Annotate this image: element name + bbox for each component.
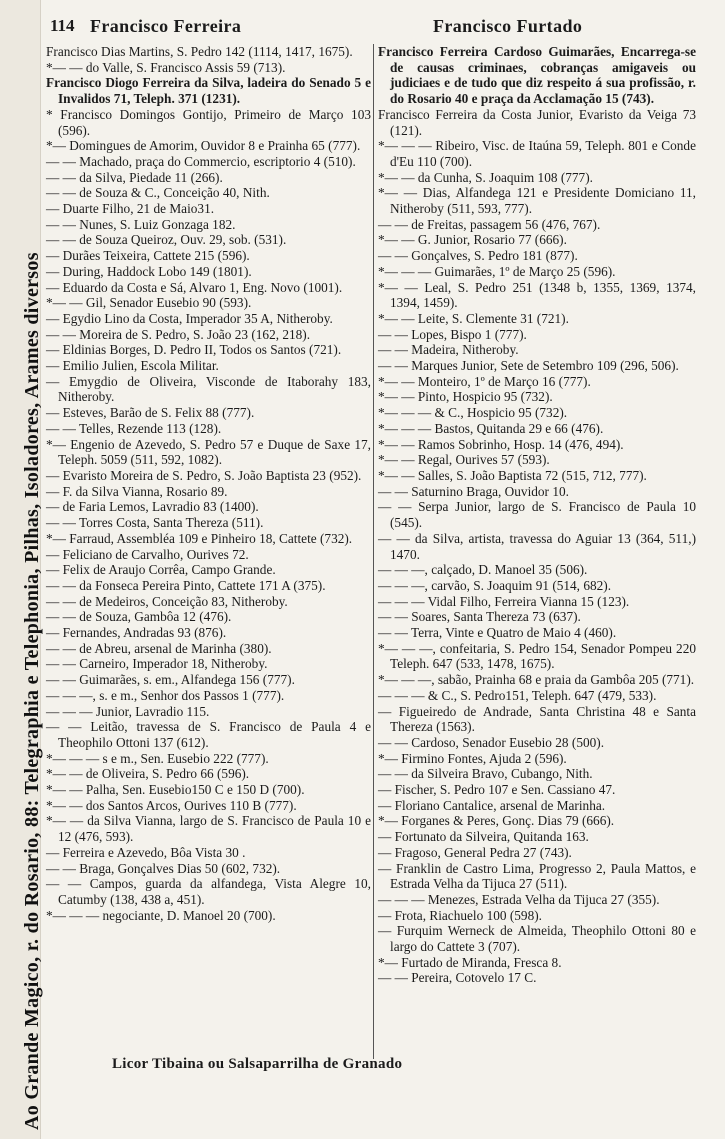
directory-entry: — — de Souza, Gambôa 12 (476). [46,609,232,625]
directory-entry: *— Farraud, Assembléa 109 e Pinheiro 18, Cattete (732). [46,530,353,546]
directory-entry: — — Marques Junior, Sete de Setembro 109 (296, 506). [378,358,679,374]
directory-entry: — — de Abreu, arsenal de Marinha (380). [46,640,272,656]
directory-entry: — — Carneiro, Imperador 18, Nitheroby. [46,656,268,672]
directory-entry: — — — Menezes, Estrada Velha da Tijuca 27 (355). [378,891,660,907]
directory-entry: — Eldinias Borges, D. Pedro II, Todos os Santos (721). [46,342,342,358]
directory-entry: *— — Ramos Sobrinho, Hosp. 14 (476, 494). [378,436,624,452]
directory-entry: — Emygdio de Oliveira, Visconde de Itaborahy 183, Nitheroby. [46,373,371,405]
directory-entry: *— — Salles, S. João Baptista 72 (515, 712, 777). [378,467,647,483]
directory-entry: *— — —, confeitaria, S. Pedro 154, Senador Pompeu 220 Teleph. 647 (533, 1478, 1675). [378,640,696,672]
directory-entry: *— — — & C., Hospicio 95 (732). [378,405,568,421]
directory-entry: — — Cardoso, Senador Eusebio 28 (500). [378,734,605,750]
directory-entry: — — — & C., S. Pedro151, Teleph. 647 (479, 533). [378,687,657,703]
directory-entry: — Furquim Werneck de Almeida, Theophilo Ottoni 80 e largo do Cattete 3 (707). [378,923,696,955]
directory-entry: — — Gonçalves, S. Pedro 181 (877). [378,248,578,264]
directory-entry: — — Serpa Junior, largo de S. Francisco de Paula 10 (545). [378,499,696,531]
directory-entry: *— — — Ribeiro, Visc. de Itaúna 59, Teleph. 801 e Conde d'Eu 110 (700). [378,138,696,169]
directory-entry: — — Lopes, Bispo 1 (777). [378,326,527,342]
right-column [378,44,696,986]
left-column [46,44,371,923]
directory-entry: — Fortunato da Silveira, Quitanda 163. [378,829,589,845]
running-head-left: Francisco Ferreira [90,16,242,36]
page-number: 114 [50,16,75,35]
directory-entry: — Fischer, S. Pedro 107 e Sen. Cassiano 47. [378,782,616,798]
page-header [50,14,715,40]
directory-entry: — During, Haddock Lobo 149 (1801). [46,263,252,279]
directory-entry: — Fernandes, Andradas 93 (876). [46,625,227,641]
directory-entry: — — Leitão, travessa de S. Francisco de Paula 4 e Theophilo Ottoni 137 (612). [46,719,371,750]
running-head-right: Francisco Furtado [433,16,583,36]
directory-entry: *— — Regal, Ourives 57 (593). [378,452,550,468]
directory-entry: *— — — negociante, D. Manoel 20 (700). [46,907,276,923]
directory-entry: — — — Vidal Filho, Ferreira Vianna 15 (123). [378,593,630,609]
directory-entry: *— Domingues de Amorim, Ouvidor 8 e Prainha 65 (777). [46,138,361,154]
directory-entry: *— — — s e m., Sen. Eusebio 222 (777). [46,750,269,766]
directory-entry: *— — Leite, S. Clemente 31 (721). [378,310,569,326]
directory-entry: — — da Silva, Piedade 11 (266). [46,169,223,185]
directory-entry: — — Campos, guarda da alfandega, Vista Alegre 10, Catumby (138, 438 a, 451). [46,876,371,907]
footer-advert-text: Licor Tibaina ou Salsaparrilha de Granado [112,1056,403,1072]
directory-entry: — Evaristo Moreira de S. Pedro, S. João Baptista 23 (952). [46,467,362,483]
directory-entry: Francisco Ferreira da Costa Junior, Evaristo da Veiga 73 (121). [378,106,696,138]
directory-entry: — — Telles, Rezende 113 (128). [46,420,222,436]
directory-entry: — — Terra, Vinte e Quatro de Maio 4 (460). [378,625,617,641]
directory-entry: — — Guimarães, s. em., Alfandega 156 (777). [46,672,295,688]
directory-entry: — Fragoso, General Pedra 27 (743). [378,844,572,860]
directory-entry: — — Pereira, Cotovelo 17 C. [378,970,537,986]
directory-entry: — — Torres Costa, Santa Thereza (511). [46,515,264,531]
directory-entry: *— — dos Santos Arcos, Ourives 110 B (777). [46,797,297,813]
directory-entry: — — da Silva, artista, travessa do Aguiar 13 (364, 511,) 1470. [378,530,696,562]
directory-entry: *— — Gil, Senador Eusebio 90 (593). [46,295,252,311]
directory-entry: — Frota, Riachuelo 100 (598). [378,907,542,923]
directory-entry: * Francisco Domingos Gontijo, Primeiro de Março 103 (596). [46,106,371,138]
directory-entry: — — —, calçado, D. Manoel 35 (506). [378,562,588,578]
directory-entry: *— — Pinto, Hospicio 95 (732). [378,389,553,405]
directory-entry: — — da Silveira Bravo, Cubango, Nith. [378,766,593,782]
directory-entry: — — de Souza & C., Conceição 40, Nith. [46,185,270,201]
directory-entry: — Felix de Araujo Corrêa, Campo Grande. [46,562,276,578]
directory-entry: *— — —, sabão, Prainha 68 e praia da Gambôa 205 (771). [378,672,695,688]
directory-entry: — Egydio Lino da Costa, Imperador 35 A, Nitheroby. [46,310,333,326]
directory-entry: Francisco Dias Martins, S. Pedro 142 (1114, 1417, 1675). [46,44,353,59]
directory-entry: — Eduardo da Costa e Sá, Alvaro 1, Eng. Novo (1001). [46,279,343,295]
directory-entry: *— — Palha, Sen. Eusebio150 C e 150 D (700). [46,782,305,798]
directory-entry: *— Furtado de Miranda, Fresca 8. [378,954,562,970]
directory-entry: — Feliciano de Carvalho, Ourives 72. [46,546,249,562]
directory-entry: — de Faria Lemos, Lavradio 83 (1400). [46,499,259,515]
directory-entry: — — —, s. e m., Senhor dos Passos 1 (777). [46,687,285,703]
directory-entry: *— — G. Junior, Rosario 77 (666). [378,232,567,248]
directory-entry: *— Forganes & Peres, Gonç. Dias 79 (666). [378,813,615,829]
directory-entry: Francisco Diogo Ferreira da Silva, ladeira do Senado 5 e Invalidos 71, Teleph. 371 (1231). [46,75,371,107]
directory-entry: *— — de Oliveira, S. Pedro 66 (596). [46,766,250,782]
directory-entry: *— — Monteiro, 1º de Março 16 (777). [378,373,591,389]
directory-entry: — — —, carvão, S. Joaquim 91 (514, 682). [378,577,612,593]
directory-entry: — — Madeira, Nitheroby. [378,342,519,358]
directory-entry: — — Machado, praça do Commercio, escriptorio 4 (510). [46,153,356,169]
directory-entry: — — — Junior, Lavradio 115. [46,703,210,719]
directory-entry: — Floriano Cantalice, arsenal de Marinha. [378,797,606,813]
directory-entry: — F. da Silva Vianna, Rosario 89. [46,483,228,499]
directory-entry: — Franklin de Castro Lima, Progresso 2, Paula Mattos, e Estrada Velha da Tijuca 27 (511). [378,860,696,892]
directory-entry: — — Braga, Gonçalves Dias 50 (602, 732). [46,860,281,876]
directory-entry: — Ferreira e Azevedo, Bôa Vista 30 . [46,844,246,860]
directory-entry: — — Nunes, S. Luiz Gonzaga 182. [46,216,236,232]
directory-entry: — Duarte Filho, 21 de Maio31. [46,201,215,217]
directory-entry: — — de Freitas, passagem 56 (476, 767). [378,216,601,232]
directory-entry: *— — Dias, Alfandega 121 e Presidente Domiciano 11, Nitheroby (511, 593, 777). [378,185,696,217]
directory-entry: *— Engenio de Azevedo, S. Pedro 57 e Duque de Saxe 17, Teleph. 5059 (511, 592, 1082). [46,436,371,468]
side-advert-text: Ao Grande Magico, r. do Rosario, 88: Telegraphia e Telephonia, Pilhas, Isoladores, Arames diversos [21,252,43,1130]
directory-entry: *— — da Cunha, S. Joaquim 108 (777). [378,169,593,185]
directory-entry: Francisco Ferreira Cardoso Guimarães, Encarrega-se de causas criminaes, cobranças amigaveis ou judiciaes e de tudo que diz respeito á sua profissão, r. do Rosario 40 e praça da Acclamação 15 (743). [378,44,696,107]
directory-entry: — Emilio Julien, Escola Militar. [46,358,219,374]
directory-entry: — — da Fonseca Pereira Pinto, Cattete 171 A (375). [46,577,326,593]
directory-entry: *— — — Bastos, Quitanda 29 e 66 (476). [378,420,604,436]
directory-entry: — — Soares, Santa Thereza 73 (637). [378,609,581,625]
column-divider [373,44,374,1059]
directory-entry: — Esteves, Barão de S. Felix 88 (777). [46,405,255,421]
directory-entry: — — Saturnino Braga, Ouvidor 10. [378,483,569,499]
directory-entry: — — de Souza Queiroz, Ouv. 29, sob. (531). [46,232,287,248]
directory-entry: *— — do Valle, S. Francisco Assis 59 (713). [46,59,286,75]
directory-entry: *— Firmino Fontes, Ajuda 2 (596). [378,750,567,766]
directory-entry: — Durães Teixeira, Cattete 215 (596). [46,248,250,264]
directory-entry: *— — — Guimarães, 1º de Março 25 (596). [378,263,616,279]
directory-entry: *— — da Silva Vianna, largo de S. Francisco de Paula 10 e 12 (476, 593). [46,813,371,845]
directory-entry: — — Moreira de S. Pedro, S. João 23 (162, 218). [46,326,311,342]
directory-entry: *— — Leal, S. Pedro 251 (1348 b, 1355, 1369, 1374, 1394, 1459). [378,279,696,311]
directory-entry: — Figueiredo de Andrade, Santa Christina 48 e Santa Thereza (1563). [378,703,696,735]
side-advert-strip [0,0,41,1139]
directory-entry: — — de Medeiros, Conceição 83, Nitheroby. [46,593,288,609]
